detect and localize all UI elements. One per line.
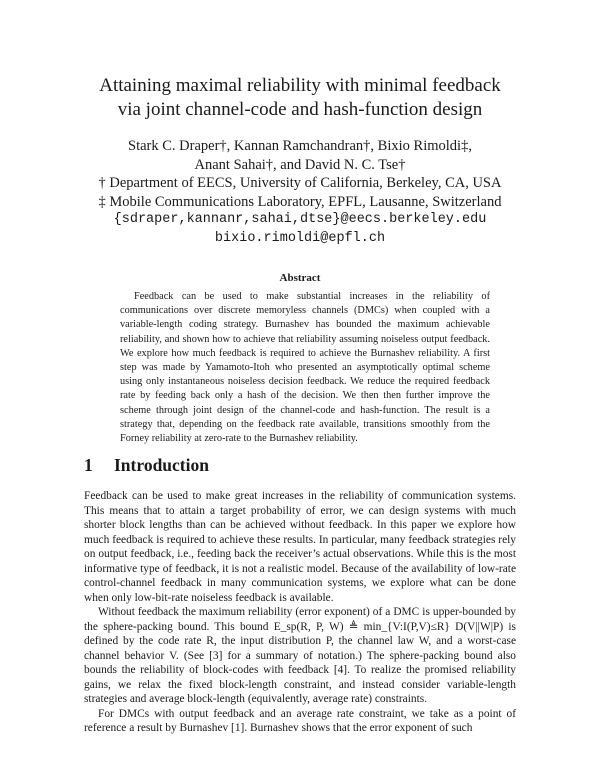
paragraph-3: For DMCs with output feedback and an average rate constraint, we take as a point of reference a result by Burnashev [1]. Burnashev shows that the error exponent of such [84, 707, 516, 734]
abstract-heading: Abstract [279, 272, 321, 284]
affiliation-2: ‡ Mobile Communications Laboratory, EPFL, Lausanne, Switzerland [98, 193, 502, 210]
section-title: Introduction [114, 455, 209, 475]
paper-title [60, 74, 540, 122]
paragraph-2: Without feedback the maximum reliability (error exponent) of a DMC is upper-bounded by the sphere-packing bound. This bound E_sp(R, P, W) ≜ min_{V:I(P,V)≤R} D(V||W|P) is defined by the code rate R, the input distribution P, the channel law W, and a worst-case channel behavior V. (See [3] for a summary of notation.) The sphere-packing bound also bounds the reliability of block-codes with feedback [4]. To realize the promised reliability gains, we relax the fixed block-length constraint, and instead consider variable-length strategies and average block-length (equivalently, average rate) constraints. [84, 606, 516, 705]
authors-line-1: Stark C. Draper†, Kannan Ramchandran†, Bixio Rimoldi‡, [128, 138, 472, 154]
section-heading [84, 455, 209, 476]
paragraph-1: Feedback can be used to make great increases in the reliability of communication systems. This means that to attain a target probability of error, we can design systems with much shorter block lengths than can be achieved without feedback. In this paper we explore how much feedback is required to achieve these results. In particular, many feedback strategies rely on output feedback, i.e., feeding back the receiver’s actual observations. While this is the most informative type of feedback, it is not a realistic model. Because of the availability of low-rate control-channel feedback in many communication systems, we explore what can be done when only low-bit-rate noiseless feedback is available. [84, 490, 516, 604]
section-body [84, 489, 516, 736]
author-block [60, 137, 540, 248]
email-line-2: bixio.rimoldi@epfl.ch [214, 230, 386, 246]
email-line-1: {sdraper,kannanr,sahai,dtse}@eecs.berkeley.edu [113, 212, 487, 227]
affiliation-1: † Department of EECS, University of California, Berkeley, CA, USA [98, 175, 502, 191]
title-line-2: via joint channel-code and hash-function design [117, 99, 483, 120]
abstract-text: Feedback can be used to make substantial increases in the reliability of communications over discrete memoryless channels (DMCs) when coupled with a variable-length coding strategy. Burnashev has bounded the maximum achievable reliability, and shown how to achieve that reliability assuming noiseless output feedback. We explore how much feedback is required to achieve the Burnashev reliability. A first step was made by Yamamoto-Itoh who presented an asymptotically optimal scheme using only instantaneous noiseless decision feedback. We reduce the required feedback rate by feeding back only a hash of the decision. We then then further improve the scheme through joint design of the channel-code and hash-function. The result is a strategy that, depending on the feedback rate available, transitions smoothly from the Forney reliability at zero-rate to the Burnashev reliability. [120, 291, 490, 445]
section-number: 1 [84, 455, 93, 475]
title-line-1: Attaining maximal reliability with minimal feedback [99, 75, 501, 96]
authors-line-2: Anant Sahai†, and David N. C. Tse† [194, 156, 406, 173]
